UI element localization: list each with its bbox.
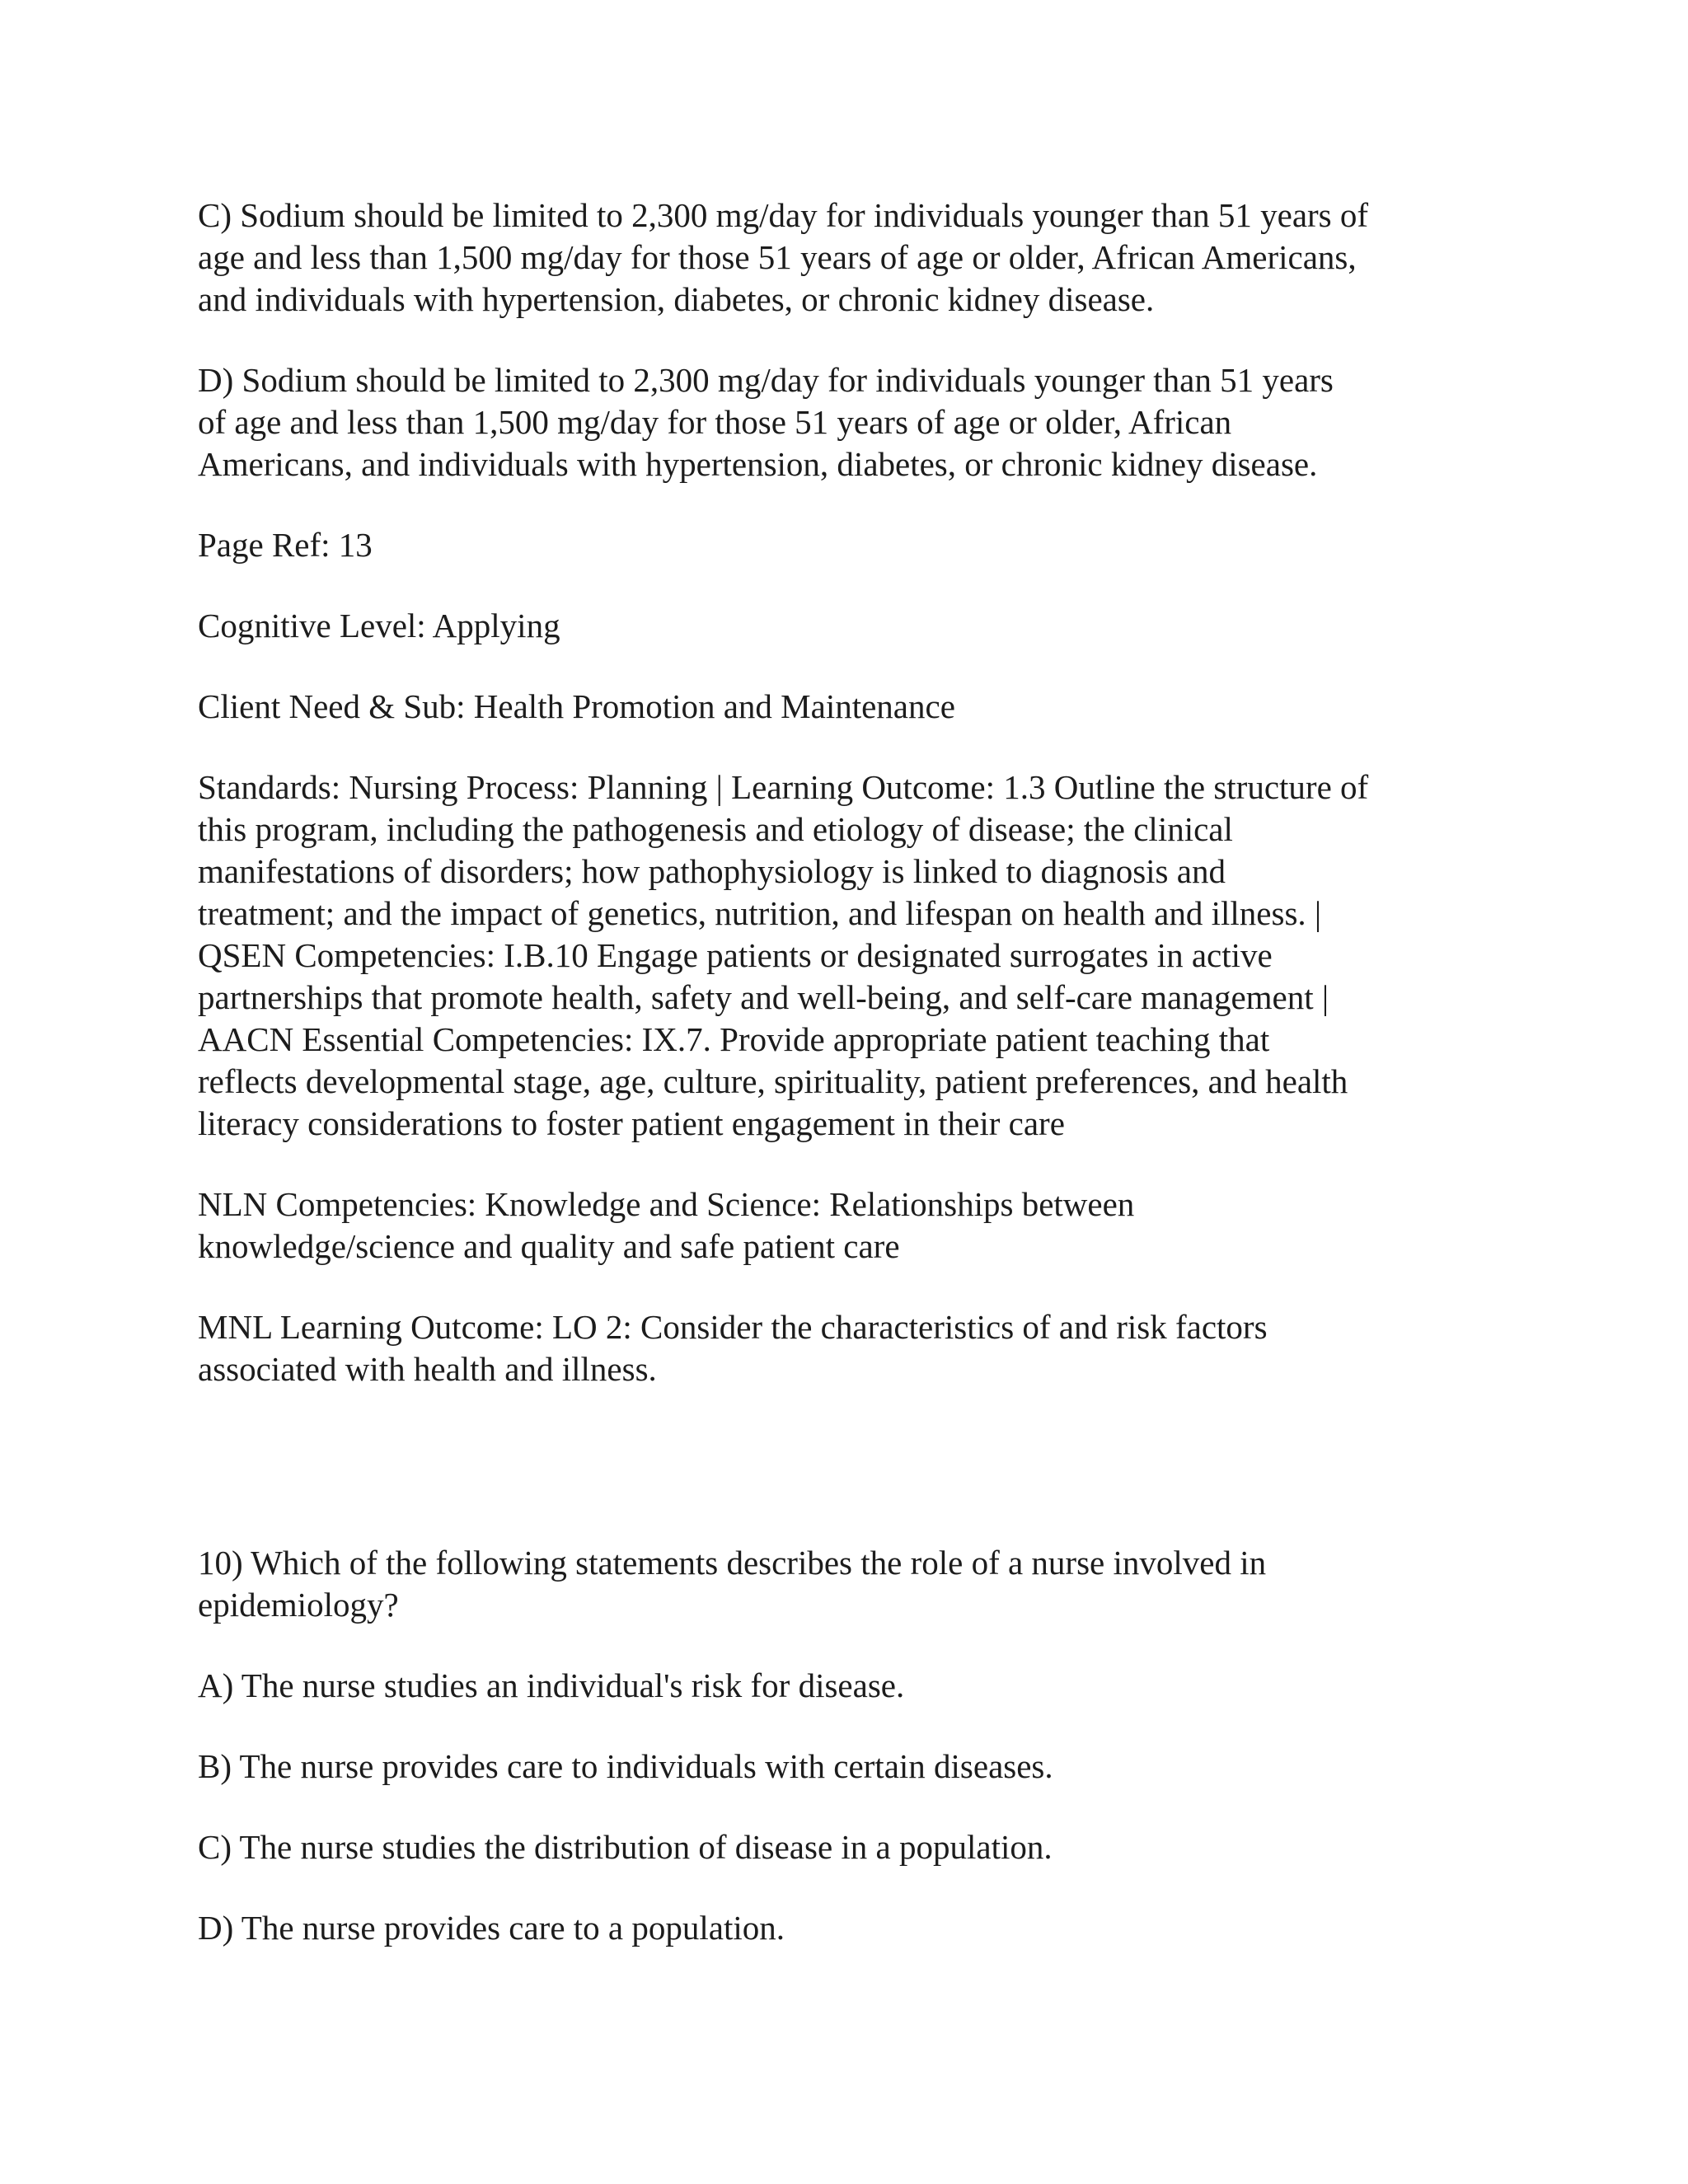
text-line: this program, including the pathogenesis and etiology of disease; the clinical bbox=[198, 810, 1233, 848]
text-line: and individuals with hypertension, diabetes, or chronic kidney disease. bbox=[198, 280, 1155, 318]
page-content bbox=[198, 194, 1500, 1949]
question-10-option-a bbox=[198, 1665, 1500, 1707]
option-c-paragraph bbox=[198, 194, 1500, 321]
nln-competencies bbox=[198, 1183, 1500, 1268]
option-d-paragraph bbox=[198, 359, 1500, 485]
text-line: A) The nurse studies an individual's risk for disease. bbox=[198, 1666, 905, 1704]
text-line: NLN Competencies: Knowledge and Science: Relationships between bbox=[198, 1185, 1135, 1223]
text-line: D) Sodium should be limited to 2,300 mg/day for individuals younger than 51 years bbox=[198, 361, 1334, 399]
question-10-option-b bbox=[198, 1746, 1500, 1788]
text-line: B) The nurse provides care to individuals with certain diseases. bbox=[198, 1747, 1053, 1785]
section-spacer bbox=[198, 1390, 1500, 1542]
text-line: Cognitive Level: Applying bbox=[198, 607, 560, 644]
text-line: Page Ref: 13 bbox=[198, 526, 373, 564]
client-need bbox=[198, 686, 1500, 728]
question-10-option-d bbox=[198, 1907, 1500, 1949]
text-line: Standards: Nursing Process: Planning | Learning Outcome: 1.3 Outline the structure of bbox=[198, 768, 1369, 806]
cognitive-level bbox=[198, 605, 1500, 647]
page-ref bbox=[198, 524, 1500, 566]
text-line: D) The nurse provides care to a population. bbox=[198, 1909, 785, 1947]
standards-paragraph bbox=[198, 766, 1500, 1145]
mnl-learning-outcome bbox=[198, 1306, 1500, 1390]
text-line: QSEN Competencies: I.B.10 Engage patients or designated surrogates in active bbox=[198, 936, 1273, 974]
text-line: associated with health and illness. bbox=[198, 1350, 657, 1388]
text-line: age and less than 1,500 mg/day for those 51 years of age or older, African Americans, bbox=[198, 238, 1357, 276]
question-10-stem bbox=[198, 1542, 1500, 1626]
question-10-option-c bbox=[198, 1826, 1500, 1868]
text-line: literacy considerations to foster patient engagement in their care bbox=[198, 1104, 1065, 1142]
text-line: of age and less than 1,500 mg/day for those 51 years of age or older, African bbox=[198, 403, 1232, 441]
text-line: reflects developmental stage, age, culture, spirituality, patient preferences, and health bbox=[198, 1062, 1348, 1100]
text-line: 10) Which of the following statements describes the role of a nurse involved in bbox=[198, 1544, 1267, 1582]
text-line: Client Need & Sub: Health Promotion and Maintenance bbox=[198, 687, 955, 725]
text-line: epidemiology? bbox=[198, 1586, 399, 1624]
text-line: AACN Essential Competencies: IX.7. Provide appropriate patient teaching that bbox=[198, 1020, 1270, 1058]
text-line: MNL Learning Outcome: LO 2: Consider the characteristics of and risk factors bbox=[198, 1308, 1268, 1346]
text-line: C) The nurse studies the distribution of disease in a population. bbox=[198, 1828, 1053, 1866]
text-line: partnerships that promote health, safety and well-being, and self-care management | bbox=[198, 978, 1329, 1016]
text-line: manifestations of disorders; how pathophysiology is linked to diagnosis and bbox=[198, 852, 1226, 890]
text-line: knowledge/science and quality and safe patient care bbox=[198, 1227, 900, 1265]
text-line: treatment; and the impact of genetics, nutrition, and lifespan on health and illness. | bbox=[198, 894, 1322, 932]
text-line: Americans, and individuals with hypertension, diabetes, or chronic kidney disease. bbox=[198, 445, 1318, 483]
text-line: C) Sodium should be limited to 2,300 mg/day for individuals younger than 51 years of bbox=[198, 196, 1369, 234]
